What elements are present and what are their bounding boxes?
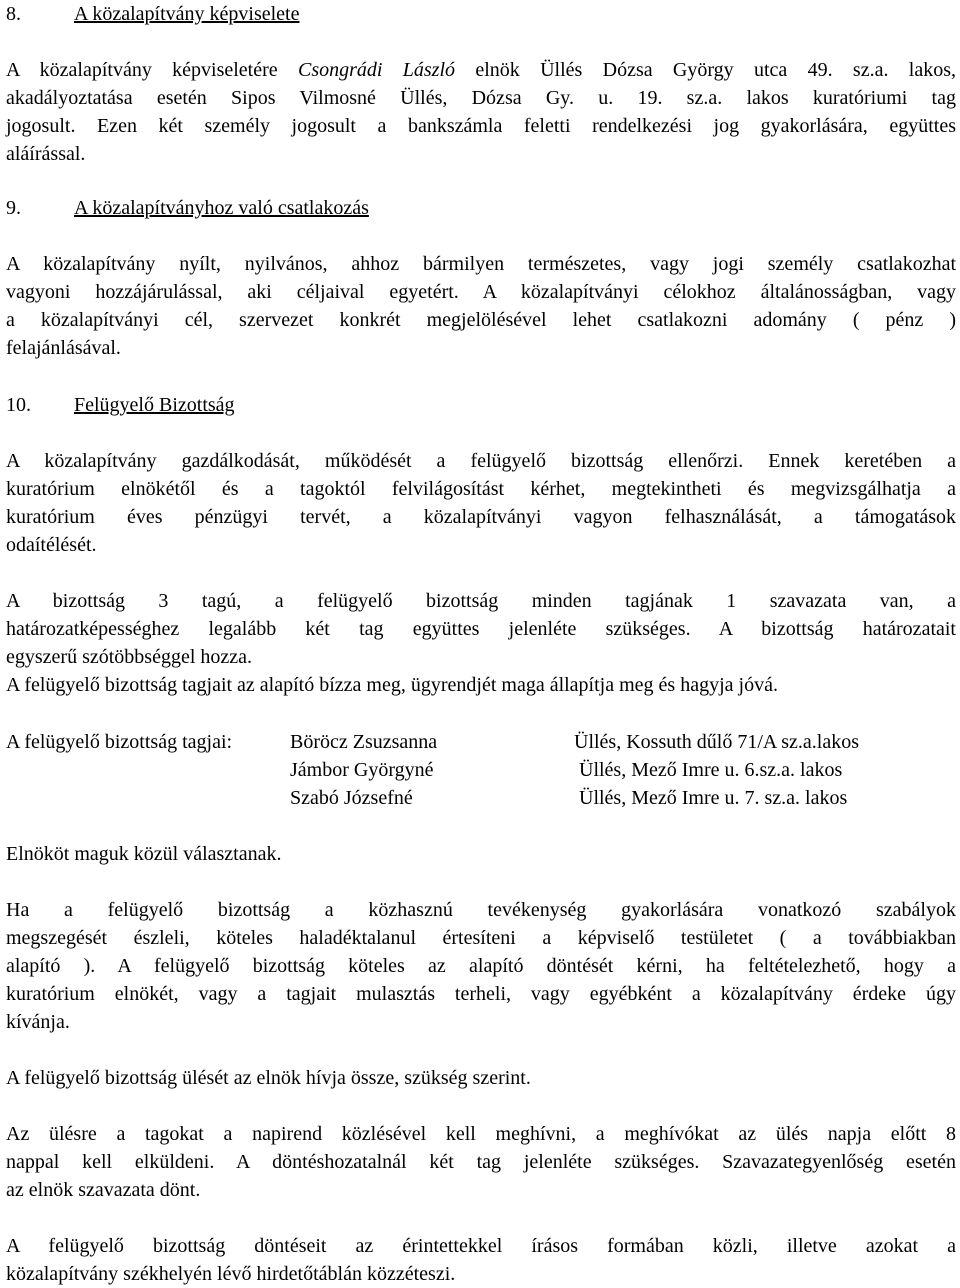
- paragraph-line: A közalapítvány gazdálkodását, működését a felügyelő bizottság ellenőrzi. Ennek keretében a: [6, 450, 956, 472]
- paragraph-line: A bizottság 3 tagú, a felügyelő bizottság minden tagjának 1 szavazata van, a: [6, 590, 956, 612]
- paragraph-line: A felügyelő bizottság döntéseit az érintettekkel írásos formában közli, illetve azokat a: [6, 1235, 956, 1257]
- member-name: Szabó Józsefné: [290, 787, 413, 809]
- section-9-heading: [6, 194, 369, 222]
- section-10-paragraph-3: A felügyelő bizottság tagjait az alapító bízza meg, ügyrendjét maga állapítja meg és hagyja jóvá.: [6, 674, 778, 696]
- section-10-paragraph-1: [6, 447, 956, 559]
- paragraph-line: a közalapítványi cél, szervezet konkrét megjelölésével lehet csatlakozni adomány ( pénz ): [6, 309, 956, 331]
- section-8-paragraph: [6, 56, 956, 168]
- section-10-paragraph-2: [6, 587, 956, 671]
- paragraph-line: nappal kell elküldeni. A döntéshozatalnál két tag jelenléte szükséges. Szavazategyenlőség esetén: [6, 1151, 956, 1173]
- chair-election-note: Elnököt maguk közül választanak.: [6, 843, 282, 865]
- paragraph-line: odaítélését.: [6, 534, 97, 556]
- paragraph-line: akadályoztatása esetén Sipos Vilmosné Üllés, Dózsa Gy. u. 19. sz.a. lakos kuratóriumi tag: [6, 87, 956, 109]
- member-name: Böröcz Zsuzsanna: [290, 731, 438, 753]
- paragraph-line: aláírással.: [6, 143, 86, 165]
- paragraph-line: megszegését észleli, köteles haladéktalanul értesíteni a képviselő testületet ( a továbbiakban: [6, 927, 956, 949]
- section-10-heading: [6, 391, 235, 419]
- paragraph-line: jogosult. Ezen két személy jogosult a bankszámla feletti rendelkezési jog gyakorlására, együttes: [6, 115, 956, 137]
- member-row: [6, 756, 956, 784]
- paragraph-line: vagyoni hozzájárulással, aki céljaival egyetért. A közalapítványi célokhoz általánosságban, vagy: [6, 281, 956, 303]
- paragraph-line: közalapítvány székhelyén lévő hirdetőtáblán közzéteszi.: [6, 1263, 456, 1285]
- paragraph-line: kuratórium elnökét, vagy a tagjait mulasztás terheli, vagy egyébként a közalapítvány érdeke úgy: [6, 983, 956, 1005]
- section-9-title: A közalapítványhoz való csatlakozás: [74, 197, 369, 219]
- section-8-title: A közalapítvány képviselete: [74, 3, 300, 25]
- paragraph-line: A közalapítvány nyílt, nyilvános, ahhoz bármilyen természetes, vagy jogi személy csatlakozhat: [6, 253, 956, 275]
- member-row: [6, 784, 956, 812]
- paragraph-line: A közalapítvány képviseletére Csongrádi László elnök Üllés Dózsa György utca 49. sz.a. lakos,: [6, 59, 957, 81]
- section-8-heading: [6, 0, 299, 28]
- section-10-paragraph-5: A felügyelő bizottság ülését az elnök hívja össze, szükség szerint.: [6, 1067, 531, 1089]
- member-name: Jámbor Györgyné: [290, 759, 434, 781]
- paragraph-line: Ha a felügyelő bizottság a közhasznú tevékenység gyakorlására vonatkozó szabályok: [6, 899, 956, 921]
- paragraph-line: kuratórium elnökétől és a tagoktól felvilágosítást kérhet, megtekintheti és megvizsgálhatja a: [6, 478, 956, 500]
- section-10-title: Felügyelő Bizottság: [74, 394, 235, 416]
- section-10-paragraph-7: [6, 1232, 956, 1288]
- paragraph-line: Az ülésre a tagokat a napirend közlésével kell meghívni, a meghívókat az ülés napja előtt 8: [6, 1123, 956, 1145]
- member-address: Üllés, Kossuth dűlő 71/A sz.a.lakos: [574, 731, 859, 753]
- paragraph-line: alapító ). A felügyelő bizottság köteles az alapító döntését kérni, ha feltételezhető, hogy a: [6, 955, 956, 977]
- section-9-paragraph: [6, 250, 956, 362]
- paragraph-line: egyszerű szótöbbséggel hozza.: [6, 646, 253, 668]
- paragraph-line: felajánlásával.: [6, 337, 121, 359]
- paragraph-line: az elnök szavazata dönt.: [6, 1179, 201, 1201]
- paragraph-line: kívánja.: [6, 1011, 70, 1033]
- paragraph-line: határozatképességhez legalább két tag együttes jelenléte szükséges. A bizottság határozatait: [6, 618, 956, 640]
- members-label: A felügyelő bizottság tagjai:: [6, 731, 233, 753]
- section-10-paragraph-6: [6, 1120, 956, 1204]
- paragraph-line: kuratórium éves pénzügyi tervét, a közalapítványi vagyon felhasználását, a támogatások: [6, 506, 956, 528]
- section-8-number: 8.: [6, 3, 21, 25]
- member-address: Üllés, Mező Imre u. 7. sz.a. lakos: [579, 787, 848, 809]
- section-10-number: 10.: [6, 394, 31, 416]
- section-9-number: 9.: [6, 197, 21, 219]
- member-address: Üllés, Mező Imre u. 6.sz.a. lakos: [579, 759, 843, 781]
- section-10-paragraph-4: [6, 896, 956, 1036]
- member-row: [6, 728, 956, 756]
